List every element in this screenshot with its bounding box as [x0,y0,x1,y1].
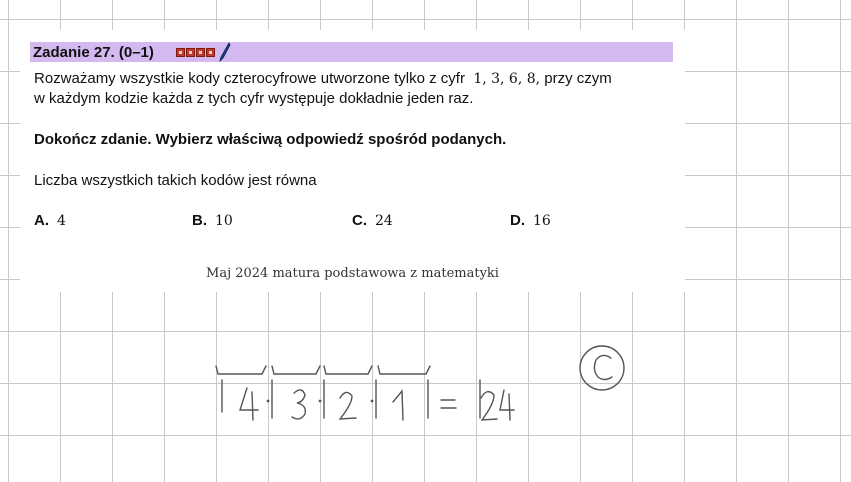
answer-circle [580,346,624,390]
handwritten-digit-2 [340,392,356,419]
handwritten-digit-1 [393,391,403,420]
handwritten-equals-sign [441,400,456,408]
task-text-line-1: Rozważamy wszystkie kody czterocyfrowe utworzone tylko z cyfr 1, 3, 6, 8, przy czym [34,70,612,87]
task-instruction: Dokończ zdanie. Wybierz właściwą odpowiedź spośród podanych. [34,131,507,148]
handwritten-digit-4 [240,388,258,420]
answer-option-a[interactable]: A. 4 [34,212,66,229]
slot-bracket [378,366,430,374]
slot-bracket [216,366,266,374]
slot-bracket [324,366,372,374]
digit-set: 1, 3, 6, 8, [473,71,541,87]
multiplication-dot [371,400,374,403]
source-caption: Maj 2024 matura podstawowa z matematyki [206,266,499,281]
handwritten-digit-3 [292,390,305,419]
answer-option-d[interactable]: D. 16 [510,212,551,229]
handwritten-letter-c [594,355,612,379]
answer-option-c[interactable]: C. 24 [352,212,393,229]
multiplication-dot [267,400,270,403]
multiplication-dot [319,400,322,403]
task-question: Liczba wszystkich takich kodów jest równa [34,172,317,189]
handwritten-result-2 [481,392,497,420]
task-title: Zadanie 27. (0–1) [33,43,154,61]
handwritten-result-4 [500,390,514,420]
task-text-line-2: w każdym kodzie każda z tych cyfr występuje dokładnie jeden raz. [34,90,474,107]
slot-bracket [272,366,320,374]
answer-option-b[interactable]: B. 10 [192,212,233,229]
